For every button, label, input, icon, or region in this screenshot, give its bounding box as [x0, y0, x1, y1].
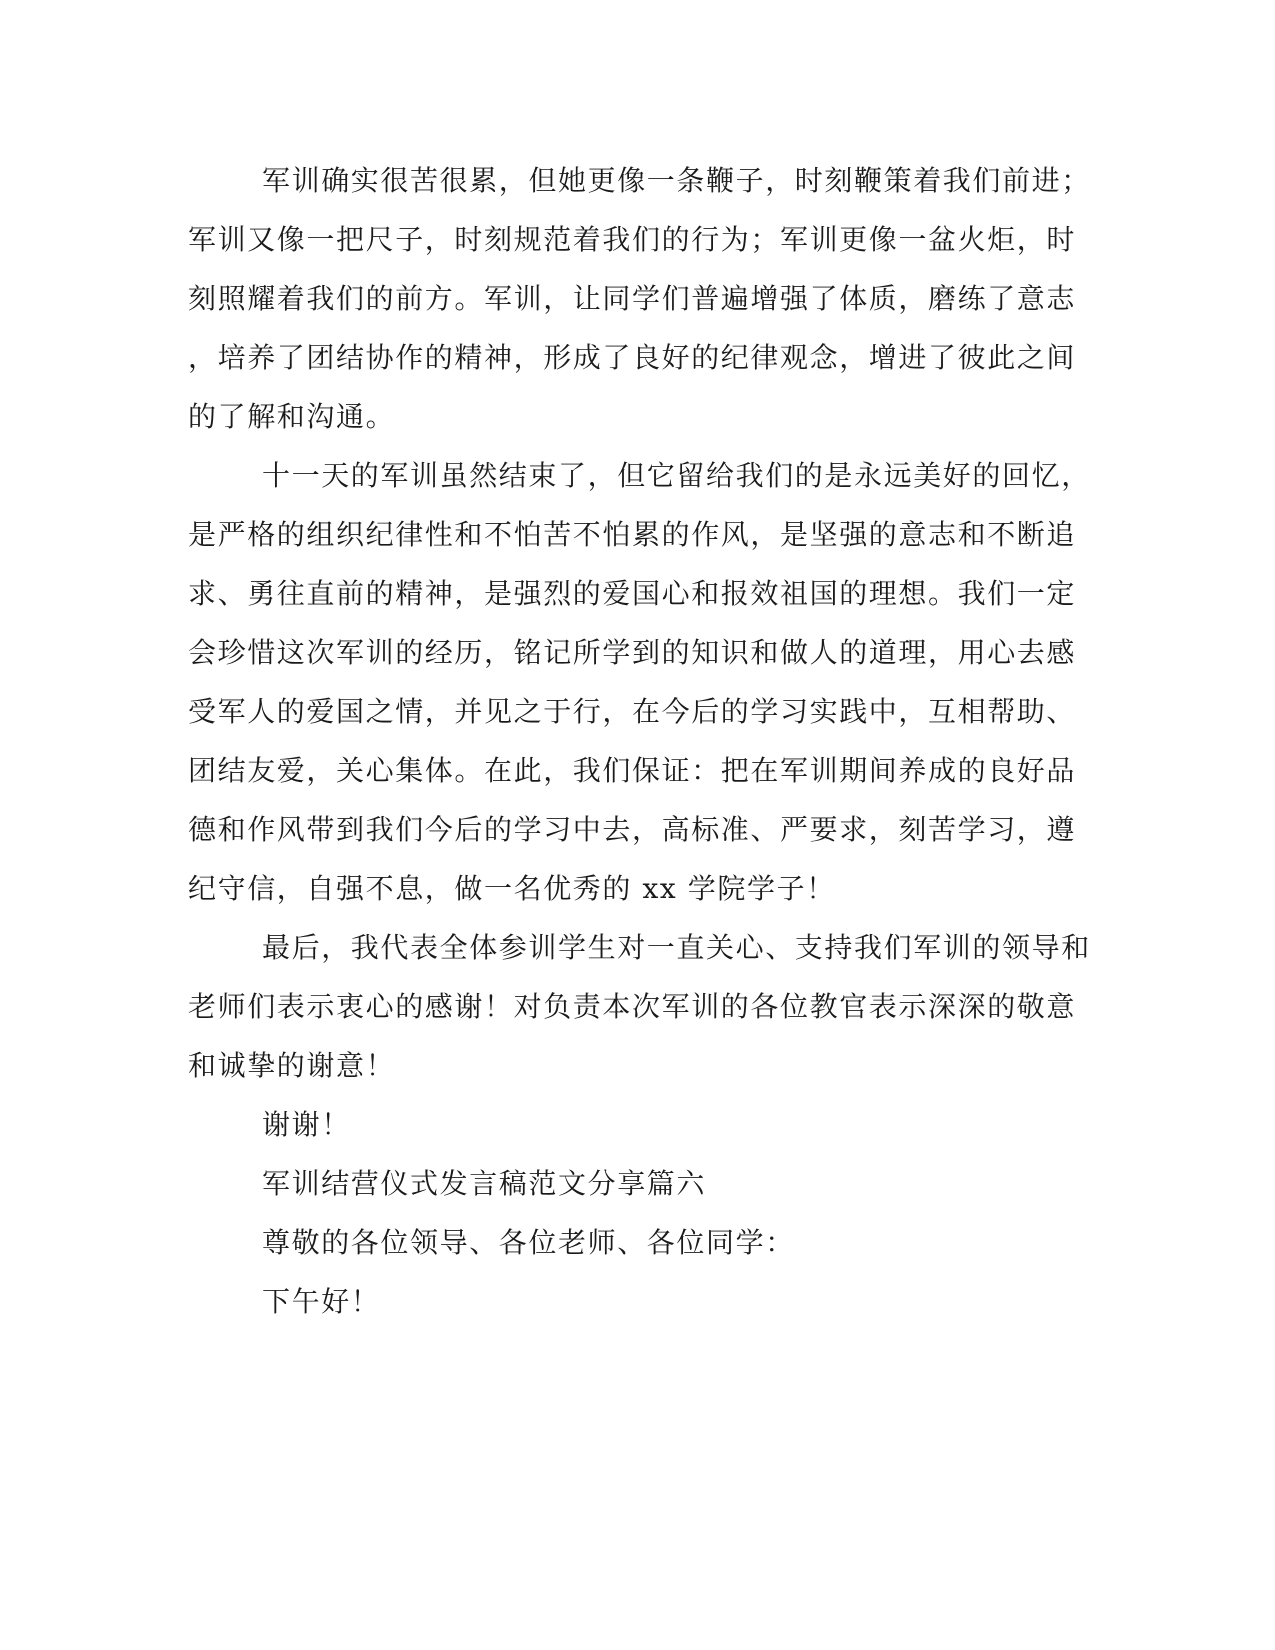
- paragraph-2-line-2: 是严格的组织纪律性和不怕苦不怕累的作风，是坚强的意志和不断追: [188, 518, 1077, 551]
- paragraph-3-line-3: 和诚挚的谢意！: [188, 1049, 396, 1082]
- paragraph-2-line-6: 团结友爱，关心集体。在此，我们保证：把在军训期间养成的良好品: [188, 754, 1077, 787]
- paragraph-1-line-3: 刻照耀着我们的前方。军训，让同学们普遍增强了体质，磨练了意志: [188, 282, 1077, 315]
- paragraph-3-line-1: 最后，我代表全体参训学生对一直关心、支持我们军训的领导和: [262, 931, 1091, 964]
- paragraph-2-line-3: 求、勇往直前的精神，是强烈的爱国心和报效祖国的理想。我们一定: [188, 577, 1077, 610]
- paragraph-2-line-4: 会珍惜这次军训的经历，铭记所学到的知识和做人的道理，用心去感: [188, 636, 1077, 669]
- paragraph-1-line-1: 军训确实很苦很累，但她更像一条鞭子，时刻鞭策着我们前进；: [262, 164, 1091, 197]
- paragraph-1-line-4: ，培养了团结协作的精神，形成了良好的纪律观念，增进了彼此之间: [188, 341, 1077, 374]
- thanks-line: 谢谢！: [262, 1108, 351, 1141]
- paragraph-2-line-8: 纪守信，自强不息，做一名优秀的 xx 学院学子！: [188, 872, 836, 905]
- paragraph-2-line-5: 受军人的爱国之情，并见之于行，在今后的学习实践中，互相帮助、: [188, 695, 1077, 728]
- greeting-line: 下午好！: [262, 1285, 381, 1318]
- paragraph-1-line-5: 的了解和沟通。: [188, 400, 396, 433]
- paragraph-2-line-1: 十一天的军训虽然结束了，但它留给我们的是永远美好的回忆，: [262, 459, 1091, 492]
- salutation-line: 尊敬的各位领导、各位老师、各位同学：: [262, 1226, 795, 1259]
- paragraph-3-line-2: 老师们表示衷心的感谢！对负责本次军训的各位教官表示深深的敬意: [188, 990, 1077, 1023]
- section-title: 军训结营仪式发言稿范文分享篇六: [262, 1167, 707, 1200]
- paragraph-2-line-7: 德和作风带到我们今后的学习中去，高标准、严要求，刻苦学习，遵: [188, 813, 1077, 846]
- paragraph-1-line-2: 军训又像一把尺子，时刻规范着我们的行为；军训更像一盆火炬，时: [188, 223, 1077, 256]
